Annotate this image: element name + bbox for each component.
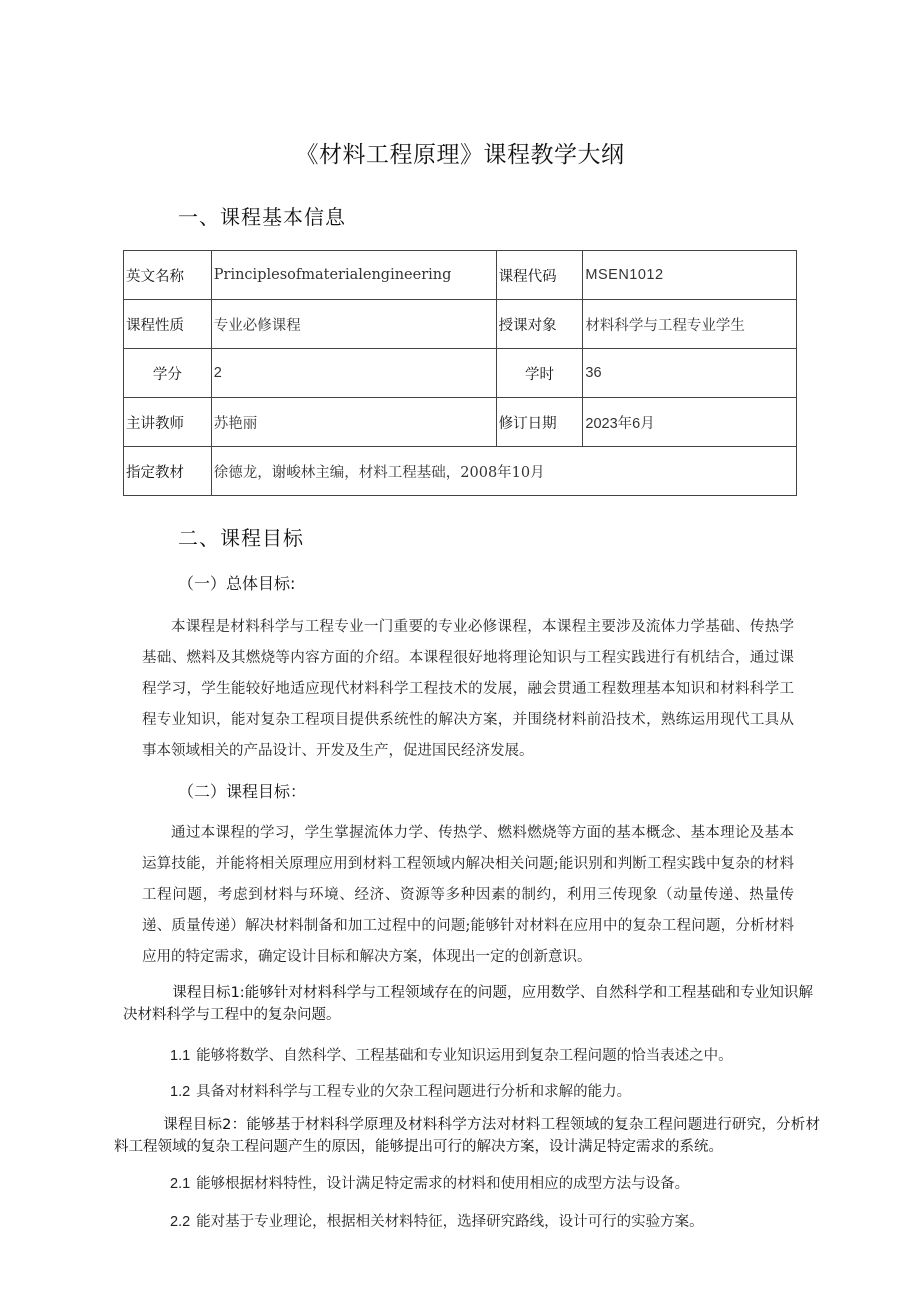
table-row bbox=[124, 349, 797, 398]
label-audience: 授课对象 bbox=[496, 300, 583, 349]
document-title: 《材料工程原理》课程教学大纲 bbox=[295, 142, 625, 168]
table-row bbox=[124, 251, 797, 300]
goal-item-text: 能够根据材料特性，设计满足特定需求的材料和使用相应的成型方法与设备。 bbox=[196, 1176, 690, 1192]
label-revision-date: 修订日期 bbox=[496, 398, 583, 447]
section-heading-course-goals: 二、课程目标 bbox=[178, 526, 304, 550]
goal-item-number: 2.2 bbox=[170, 1214, 191, 1230]
value-credits: 2 bbox=[211, 349, 496, 398]
goal-2-text: 课程目标2：能够基于材料科学原理及材料科学方法对材料工程领域的复杂工程问题进行研究，分析材料工程领域的复杂工程问题产生的原因，能够提出可行的解决方案，设计满足特定需求的系统。 bbox=[114, 1117, 820, 1155]
goal-item-number: 1.2 bbox=[170, 1084, 191, 1100]
goal-item-number: 1.1 bbox=[170, 1048, 191, 1064]
goal-item-number: 2.1 bbox=[170, 1176, 191, 1192]
label-english-name: 英文名称 bbox=[124, 251, 212, 300]
table-row bbox=[124, 300, 797, 349]
label-textbook: 指定教材 bbox=[124, 447, 212, 496]
goal-item-1-2 bbox=[170, 1080, 631, 1101]
goal-1-text: 课程目标1:能够针对材料科学与工程领域存在的问题，应用数学、自然科学和工程基础和专业知识解决材料科学与工程中的复杂问题。 bbox=[123, 985, 813, 1023]
course-info-table bbox=[123, 250, 797, 496]
label-course-code: 课程代码 bbox=[496, 251, 583, 300]
value-textbook: 徐德龙，谢峻林主编，材料工程基础，2008年10月 bbox=[211, 447, 796, 496]
label-credits: 学分 bbox=[124, 349, 212, 398]
label-hours: 学时 bbox=[496, 349, 583, 398]
subheading-overall-goal: （一）总体目标: bbox=[178, 574, 296, 593]
table-row bbox=[124, 398, 797, 447]
value-course-code: MSEN1012 bbox=[583, 251, 797, 300]
goal-item-text: 具备对材料科学与工程专业的欠杂工程问题进行分析和求解的能力。 bbox=[196, 1084, 632, 1100]
goal-item-2-2 bbox=[170, 1210, 704, 1231]
value-audience: 材料科学与工程专业学生 bbox=[583, 300, 797, 349]
value-revision-date: 2023年6月 bbox=[583, 398, 797, 447]
subheading-course-goal: （二）课程目标： bbox=[178, 782, 307, 801]
section-heading-basic-info: 一、课程基本信息 bbox=[178, 205, 346, 229]
overall-goal-paragraph: 本课程是材料科学与工程专业一门重要的专业必修课程，本课程主要涉及流体力学基础、传热学基础、燃料及其燃烧等内容方面的介绍。本课程很好地将理论知识与工程实践进行有机结合，通过课程学习，学生能较好地适应现代材料科学工程技术的发展，融会贯通工程数理基本知识和材料科学工程专业知识，能对复杂工程项目提供系统性的解决方案，并围绕材料前沿技术，熟练运用现代工具从事本领域相关的产品设计、开发及生产，促进国民经济发展。 bbox=[142, 619, 794, 759]
goal-item-2-1 bbox=[170, 1172, 689, 1193]
goal-item-text: 能对基于专业理论，根据相关材料特征，选择研究路线，设计可行的实验方案。 bbox=[196, 1214, 704, 1230]
goal-item-1-1 bbox=[170, 1044, 733, 1065]
value-hours: 36 bbox=[583, 349, 797, 398]
label-instructor: 主讲教师 bbox=[124, 398, 212, 447]
value-english-name: Principlesofmaterialengineering bbox=[211, 251, 496, 300]
table-row bbox=[124, 447, 797, 496]
course-goal-paragraph: 通过本课程的学习，学生掌握流体力学、传热学、燃料燃烧等方面的基本概念、基本理论及基本运算技能，并能将相关原理应用到材料工程领域内解决相关问题;能识别和判断工程实践中复杂的材料工程问题，考虑到材料与环境、经济、资源等多种因素的制约，利用三传现象（动量传递、热量传递、质量传递）解决材料制备和加工过程中的问题;能够针对材料在应用中的复杂工程问题，分析材料应用的特定需求，确定设计目标和解决方案，体现出一定的创新意识。 bbox=[142, 825, 794, 965]
label-course-nature: 课程性质 bbox=[124, 300, 212, 349]
value-instructor: 苏艳丽 bbox=[211, 398, 496, 447]
goal-item-text: 能够将数学、自然科学、工程基础和专业知识运用到复杂工程问题的恰当表述之中。 bbox=[196, 1048, 733, 1064]
value-course-nature: 专业必修课程 bbox=[211, 300, 496, 349]
